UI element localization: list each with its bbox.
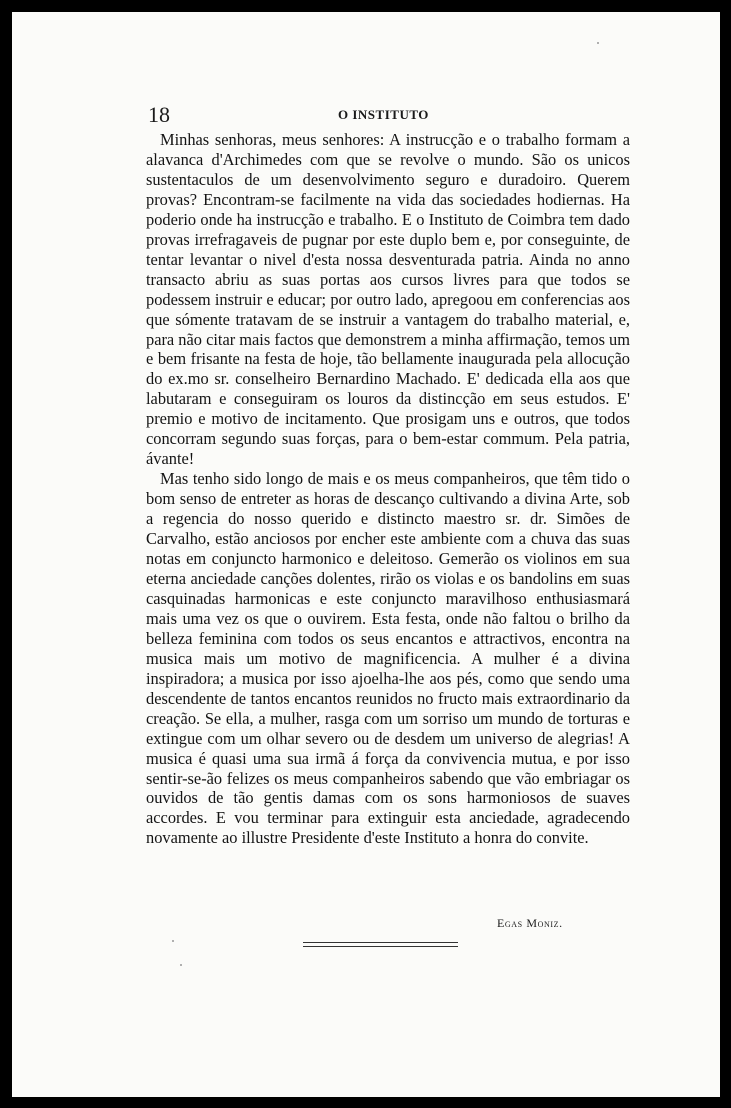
paper-speck [597,42,599,44]
page-number: 18 [148,102,170,127]
book-page [12,12,720,1097]
running-title: O INSTITUTO [338,107,429,122]
closing-rule-top [303,942,458,943]
closing-rule-bottom [303,946,458,947]
page-header [148,102,628,126]
author-signature: Egas Moniz. [497,916,563,930]
paper-speck [180,964,182,966]
paper-speck [172,940,174,942]
paragraph-2: Mas tenho sido longo de mais e os meus companheiros, que têm tido o bom senso de entreter as horas de descanço cultivando a divina Arte, sob a regencia do nosso querido e distincto maestro sr. dr. Simões de Carvalho, estão anciosos por encher este ambiente com a chuva das suas notas em conjuncto harmonico e deleitoso. Gemerão os violinos em sua eterna anciedade canções dolentes, rirão os violas e os bandolins em suas casquinadas harmonicas e este conjuncto maravilhoso enthusiasmará mais uma vez os que o ouvirem. Esta festa, onde não faltou o brilho da belleza feminina com todos os seus encantos e attractivos, encontra na musica mais um motivo de magnificencia. A mulher é a divina inspiradora; a musica por isso ajoelha-lhe aos pés, como que sendo uma descendente de tantos encantos reunidos no fructo mais extraordinario da creação. Se ella, a mulher, rasga com um sorriso um mundo de torturas e extingue com um olhar severo ou de desdem um universo de alegrias! A musica é quasi uma sua irmã á força da convivencia mutua, e por isso sentir-se-ão felizes os meus companheiros sabendo que vão embriagar os ouvidos de tão gentis damas com os sons harmoniosos de suaves accordes. E vou terminar para extinguir esta anciedade, agradecendo novamente ao illustre Presidente d'este Instituto a honra do convite. [146,469,630,848]
paragraph-1: Minhas senhoras, meus senhores: A instrucção e o trabalho formam a alavanca d'Archimedes com que se revolve o mundo. São os unicos sustentaculos de um desenvolvimento seguro e duradoiro. Querem provas? Encontram-se facilmente na vida das sociedades hodiernas. Ha poderio onde ha instrucção e trabalho. E o Instituto de Coimbra tem dado provas irrefragaveis de pugnar por este duplo bem e, por conseguinte, de tentar levantar o nivel d'esta nossa desventurada patria. Ainda no anno transacto abriu as suas portas aos cursos livres para que todos se podessem instruir e educar; por outro lado, apregoou em conferencias aos que sómente tratavam de se instruir a vantagem do trabalho material, e, para não citar mais factos que demonstrem a minha affirmação, temos um e bem frisante na festa de hoje, tão bellamente inaugurada pela allocução do ex.mo sr. conselheiro Bernardino Machado. E' dedicada ella aos que labutaram e conseguiram os louros da distincção em seus estudos. E' premio e motivo de incitamento. Que prosigam uns e outros, que todos concorram segundo suas forças, para o bem-estar commum. Pela patria, ávante! [146,130,630,469]
body-text [146,130,630,848]
